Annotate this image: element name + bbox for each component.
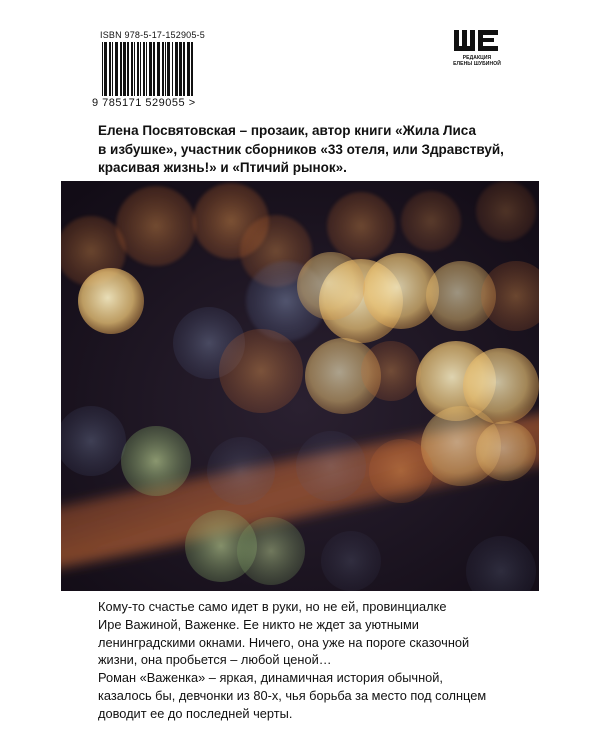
annotation-line: Кому-то счастье само идет в руки, но не ей, провинциалке: [98, 599, 447, 614]
barcode-bar: [127, 42, 129, 96]
barcode-bar: [172, 42, 173, 96]
barcode-bar: [123, 42, 126, 96]
annotation-line: доводит ее до последней черты.: [98, 705, 293, 721]
barcode-bar: [112, 42, 113, 96]
barcode-bar: [102, 42, 103, 96]
annotation-line: ленинградскими окнами. Ничего, она уже на пороге сказочной: [98, 634, 470, 650]
barcode-digits: 9 785171 529055 >: [92, 97, 196, 109]
barcode-bar: [137, 42, 139, 96]
annotation-line: Ире Важиной, Важенке. Ее никто не ждет за уютными: [98, 616, 419, 632]
barcode-bar: [153, 42, 155, 96]
barcode-bar: [134, 42, 135, 96]
imprint-line2: ЕЛЕНЫ ШУБИНОЙ: [453, 61, 501, 67]
barcode-bar: [131, 42, 133, 96]
barcode-bar: [179, 42, 182, 96]
barcode-bar: [183, 42, 185, 96]
bio-line: Елена Посвятовская – прозаик, автор книги «Жила Лиса: [98, 123, 476, 138]
annotation-line: Роман «Важенка» – яркая, динамичная история обычной,: [98, 670, 443, 686]
cover-photo: [61, 181, 539, 591]
barcode-bar: [165, 42, 166, 96]
publisher-imprint: [442, 55, 512, 67]
bio-line: в избушке», участник сборников «33 отеля, или Здравствуй,: [98, 141, 504, 157]
bokeh-image: [61, 181, 539, 591]
publisher-logo-mark: [452, 28, 502, 54]
barcode-bar: [175, 42, 178, 96]
barcode-bar: [149, 42, 152, 96]
barcode-bar: [162, 42, 164, 96]
barcode-bar: [187, 42, 190, 96]
bio-line: красивая жизнь!» и «Птичий рынок».: [98, 160, 347, 175]
barcode-bar: [115, 42, 118, 96]
book-annotation: [98, 598, 538, 723]
barcode-bar: [109, 42, 111, 96]
annotation-line: жизни, она пробьется – любой ценой…: [98, 652, 332, 668]
barcode-bars: [100, 42, 210, 96]
isbn-text: ISBN 978-5-17-152905-5: [100, 30, 205, 40]
imprint-line1: РЕДАКЦИЯ: [462, 55, 492, 61]
publisher-logo: [452, 28, 502, 78]
author-bio: [98, 122, 538, 178]
barcode-bar: [120, 42, 122, 96]
annotation-line: казалось бы, девчонки из 80-х, чья борьба за место под солнцем: [98, 687, 487, 703]
barcode-bar: [167, 42, 170, 96]
barcode: [92, 30, 250, 110]
barcode-bar: [146, 42, 147, 96]
barcode-bar: [143, 42, 145, 96]
barcode-bar: [140, 42, 141, 96]
barcode-bar: [104, 42, 107, 96]
barcode-bar: [191, 42, 193, 96]
barcode-bar: [157, 42, 160, 96]
